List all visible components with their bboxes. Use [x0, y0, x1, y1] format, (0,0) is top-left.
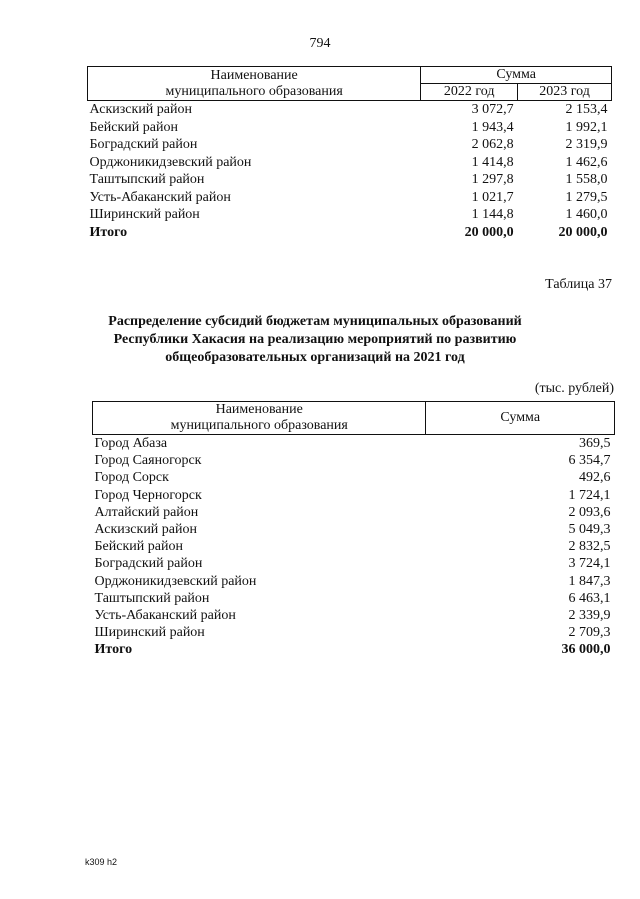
municipality-name: Боградский район: [94, 556, 203, 572]
column-header-name-line2: муниципального образования: [165, 83, 343, 99]
sum-2023: 2 153,4: [565, 102, 608, 117]
total-row: [88, 224, 612, 242]
sum-2022: 1 144,8: [471, 207, 514, 222]
table-row: [88, 119, 612, 137]
sum-value: 1 724,1: [568, 487, 611, 503]
table-row: [93, 469, 615, 486]
municipality-name: Город Саяногорск: [94, 453, 202, 469]
municipality-name: Ширинский район: [89, 207, 200, 222]
total-2023: 20 000,0: [558, 224, 608, 240]
sum-value: 492,6: [579, 470, 611, 486]
sum-2023: 1 460,0: [565, 207, 608, 222]
municipality-name: Бейский район: [89, 119, 178, 135]
sum-2022: 1 021,7: [471, 189, 514, 205]
municipality-name: Таштыпский район: [94, 590, 210, 606]
sum-2022: 1 943,4: [471, 119, 514, 135]
table-row: [88, 171, 612, 189]
table-row: [93, 624, 615, 641]
table-row: [93, 607, 615, 624]
table-label: Таблица 37: [545, 277, 612, 292]
municipality-name: Аскизский район: [89, 102, 192, 117]
column-header-name-line1: Наименование: [210, 67, 298, 83]
total-value: 36 000,0: [561, 642, 611, 658]
sum-value: 6 354,7: [568, 453, 611, 469]
sum-value: 3 724,1: [568, 556, 611, 572]
column-header-sum: Сумма: [426, 402, 615, 435]
municipality-name: Ширинский район: [94, 625, 205, 641]
municipality-name: Орджоникидзевский район: [94, 573, 257, 589]
footer-code: k309 h2: [85, 857, 118, 867]
units-label: (тыс. рублей): [534, 381, 614, 396]
municipality-name: Город Черногорск: [94, 487, 202, 503]
sum-2022: 1 297,8: [471, 172, 514, 187]
sum-2023: 2 319,9: [565, 137, 608, 152]
column-header-name-line1: Наименование: [215, 402, 303, 417]
table-row: [93, 435, 615, 453]
sum-value: 5 049,3: [568, 522, 611, 538]
total-2022: 20 000,0: [464, 224, 514, 240]
table-row: [88, 206, 612, 224]
municipality-name: Таштыпский район: [89, 172, 205, 187]
table-heading: [80, 313, 550, 367]
sum-2023: 1 462,6: [565, 154, 608, 170]
municipality-name: Аскизский район: [94, 522, 197, 538]
heading-line3: общеобразовательных организаций на 2021 год: [165, 350, 465, 365]
column-header-name: [88, 67, 421, 101]
table-row: [88, 154, 612, 172]
heading-line2: Республики Хакасия на реализацию мероприятий по развитию: [113, 332, 517, 347]
municipality-name: Бейский район: [94, 539, 183, 555]
sum-2022: 2 062,8: [471, 137, 514, 152]
sum-2023: 1 992,1: [565, 119, 608, 135]
sum-value: 1 847,3: [568, 573, 611, 589]
table-row: [93, 555, 615, 572]
sum-2022: 3 072,7: [471, 102, 514, 117]
table-row: [93, 590, 615, 607]
table-row: [88, 136, 612, 154]
sum-2023: 1 558,0: [565, 172, 608, 187]
table-row: [93, 504, 615, 521]
municipality-name: Город Сорск: [94, 470, 169, 486]
municipality-name: Город Абаза: [94, 436, 168, 451]
total-label: Итого: [89, 224, 128, 240]
sum-value: 6 463,1: [568, 590, 611, 606]
sum-value: 2 709,3: [568, 625, 611, 641]
municipality-name: Алтайский район: [94, 504, 199, 520]
table-row: [93, 521, 615, 538]
table-row: [93, 573, 615, 590]
column-header-sum: Сумма: [421, 67, 612, 84]
sum-value: 369,5: [579, 436, 611, 451]
municipality-name: Усть-Абаканский район: [94, 608, 236, 624]
subsidy-table-2021: [92, 401, 615, 659]
municipality-name: Боградский район: [89, 137, 198, 152]
sum-2022: 1 414,8: [471, 154, 514, 170]
table-body: [93, 435, 615, 659]
table-row: [88, 189, 612, 207]
column-header-name-line2: муниципального образования: [170, 418, 348, 433]
sum-value: 2 339,9: [568, 608, 611, 624]
column-header-name: [93, 402, 426, 435]
heading-line1: Распределение субсидий бюджетам муниципальных образований: [108, 314, 522, 329]
total-label: Итого: [94, 642, 133, 658]
municipality-name: Усть-Абаканский район: [89, 189, 231, 205]
table-row: [93, 452, 615, 469]
municipality-name: Орджоникидзевский район: [89, 154, 252, 170]
total-row: [93, 641, 615, 658]
table-row: [93, 538, 615, 555]
sum-2023: 1 279,5: [565, 189, 608, 205]
sum-value: 2 093,6: [568, 504, 611, 520]
table-body: [88, 101, 612, 242]
page-number: 794: [309, 36, 331, 51]
table-row: [93, 487, 615, 504]
sum-value: 2 832,5: [568, 539, 611, 555]
column-header-2023: 2023 год: [518, 84, 612, 101]
subsidy-table-2022-2023: [87, 66, 612, 241]
column-header-2022: 2022 год: [421, 84, 518, 101]
table-row: [88, 101, 612, 119]
